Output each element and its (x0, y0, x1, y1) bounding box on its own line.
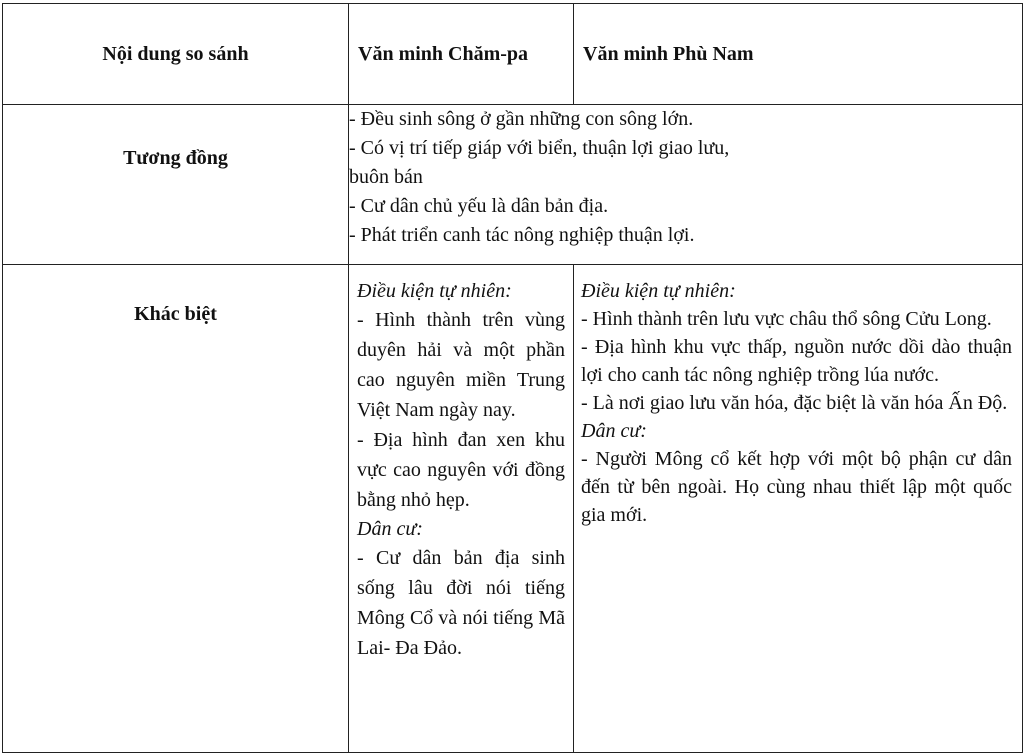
similarity-label-cell (3, 105, 349, 265)
header-row (3, 4, 1023, 105)
similarity-point-3: - Cư dân chủ yếu là dân bản địa. (349, 195, 609, 217)
phunam-nature-point-2: - Địa hình khu vực thấp, nguồn nước dồi dào thuận lợi cho canh tác nông nghiệp trồng lúa nước. (581, 336, 1012, 386)
difference-label: Khác biệt (134, 303, 217, 325)
champa-people-heading: Dân cư: (357, 518, 423, 540)
champa-differences (349, 265, 574, 753)
champa-nature-point-1: - Hình thành trên vùng duyên hải và một phần cao nguyên miền Trung Việt Nam ngày nay. (357, 309, 565, 421)
phunam-people-heading: Dân cư: (581, 420, 647, 442)
header-champa: Văn minh Chăm-pa (349, 4, 574, 105)
header-phunam: Văn minh Phù Nam (574, 4, 1023, 105)
similarity-row (3, 105, 1023, 265)
difference-label-cell (3, 265, 349, 753)
similarity-label: Tương đồng (123, 147, 228, 169)
similarity-point-4: - Phát triển canh tác nông nghiệp thuận lợi. (349, 224, 695, 246)
champa-nature-heading: Điều kiện tự nhiên: (357, 280, 512, 302)
phunam-differences (574, 265, 1023, 753)
difference-row (3, 265, 1023, 753)
champa-people-point-1: - Cư dân bản địa sinh sống lâu đời nói tiếng Mông Cổ và nói tiếng Mã Lai- Đa Đảo. (357, 547, 565, 659)
similarity-content (349, 105, 1023, 265)
champa-nature-point-2: - Địa hình đan xen khu vực cao nguyên với đồng bằng nhỏ hẹp. (357, 429, 565, 511)
header-compare-content: Nội dung so sánh (3, 4, 349, 105)
comparison-table (2, 3, 1023, 753)
similarity-point-1: - Đều sinh sông ở gần những con sông lớn. (349, 108, 694, 130)
phunam-nature-heading: Điều kiện tự nhiên: (581, 280, 736, 302)
similarity-point-2: - Có vị trí tiếp giáp với biển, thuận lợi giao lưu, buôn bán (349, 137, 730, 188)
phunam-people-point-1: - Người Mông cổ kết hợp với một bộ phận cư dân đến từ bên ngoài. Họ cùng nhau thiết lập một quốc gia mới. (581, 448, 1012, 526)
phunam-nature-point-1: - Hình thành trên lưu vực châu thổ sông Cửu Long. (581, 308, 992, 330)
phunam-nature-point-3: - Là nơi giao lưu văn hóa, đặc biệt là văn hóa Ấn Độ. (581, 392, 1008, 414)
